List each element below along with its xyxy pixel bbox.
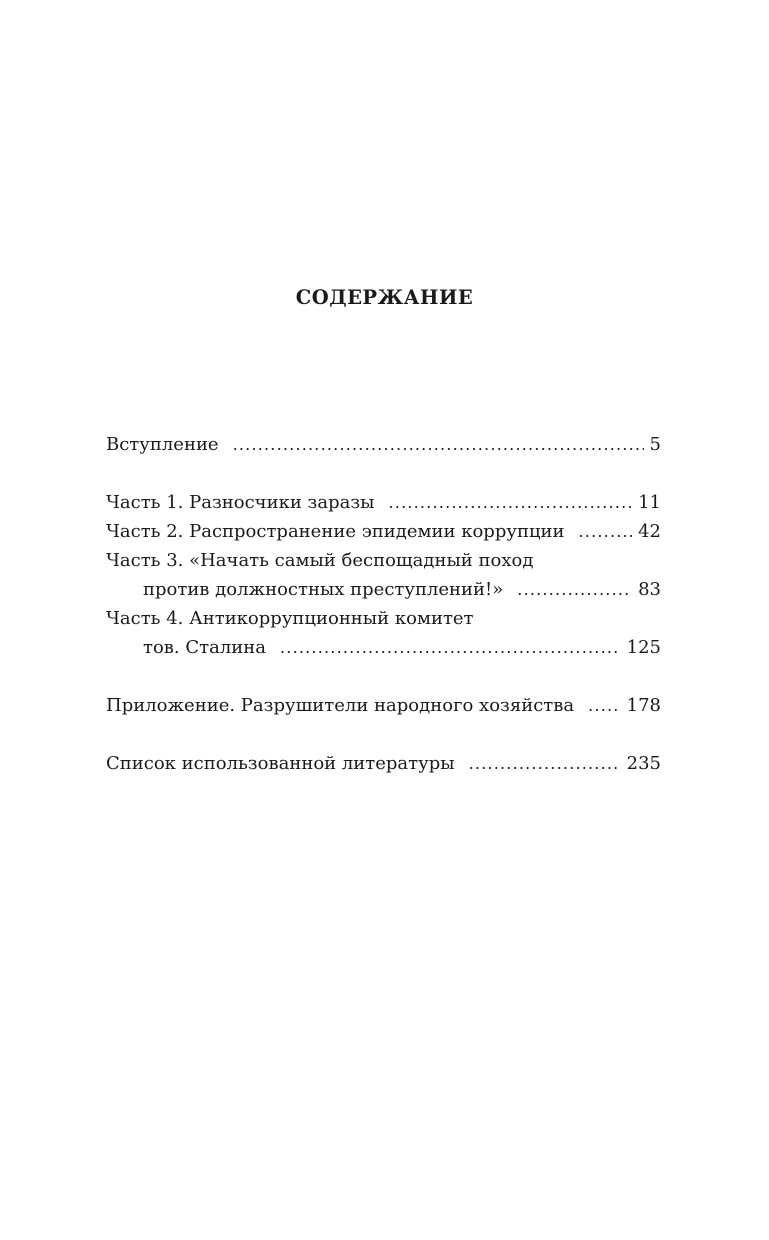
- toc-entry-label-continued: против должностных преступлений!»: [143, 579, 504, 600]
- toc-entry-part-3-line-2[interactable]: [106, 575, 661, 604]
- toc-entry-label-continued: тов. Сталина: [143, 637, 266, 658]
- toc-page-number: 11: [638, 492, 661, 513]
- toc-leader-dots: [389, 488, 633, 517]
- toc-entry-intro[interactable]: [106, 430, 661, 459]
- toc-leader-dots: [579, 517, 633, 546]
- toc-leader-dots: [280, 633, 621, 662]
- toc-leader-dots: [469, 749, 621, 778]
- toc-leader-dots: [588, 691, 621, 720]
- toc-entry-part-4-line-1[interactable]: [106, 604, 661, 633]
- toc-entry-label: Часть 2. Распространение эпидемии коррупции: [106, 521, 565, 542]
- toc-entry-appendix[interactable]: [106, 691, 661, 720]
- page-title: СОДЕРЖАНИЕ: [295, 286, 474, 309]
- toc-entry-label: Вступление: [106, 434, 219, 455]
- toc-entry-label: Приложение. Разрушители народного хозяйства: [106, 695, 575, 716]
- toc-entry-label: Часть 3. «Начать самый беспощадный поход: [106, 550, 534, 571]
- toc-page-number: 5: [649, 434, 661, 455]
- toc-page-number: 83: [638, 579, 661, 600]
- toc-page-number: 125: [626, 637, 661, 658]
- toc-entry-label: Часть 1. Разносчики заразы: [106, 492, 375, 513]
- toc-entry-label: Список использованной литературы: [106, 753, 455, 774]
- toc-entry-part-2[interactable]: [106, 517, 661, 546]
- table-of-contents: [106, 430, 661, 778]
- toc-entry-label: Часть 4. Антикоррупционный комитет: [106, 608, 474, 629]
- toc-entry-part-1[interactable]: [106, 488, 661, 517]
- toc-leader-dots: [233, 430, 644, 459]
- toc-page-number: 178: [626, 695, 661, 716]
- toc-leader-dots: [517, 575, 632, 604]
- toc-page-number: 235: [626, 753, 661, 774]
- toc-entry-bibliography[interactable]: [106, 749, 661, 778]
- toc-page-number: 42: [638, 521, 661, 542]
- toc-entry-part-3-line-1[interactable]: [106, 546, 661, 575]
- toc-entry-part-4-line-2[interactable]: [106, 633, 661, 662]
